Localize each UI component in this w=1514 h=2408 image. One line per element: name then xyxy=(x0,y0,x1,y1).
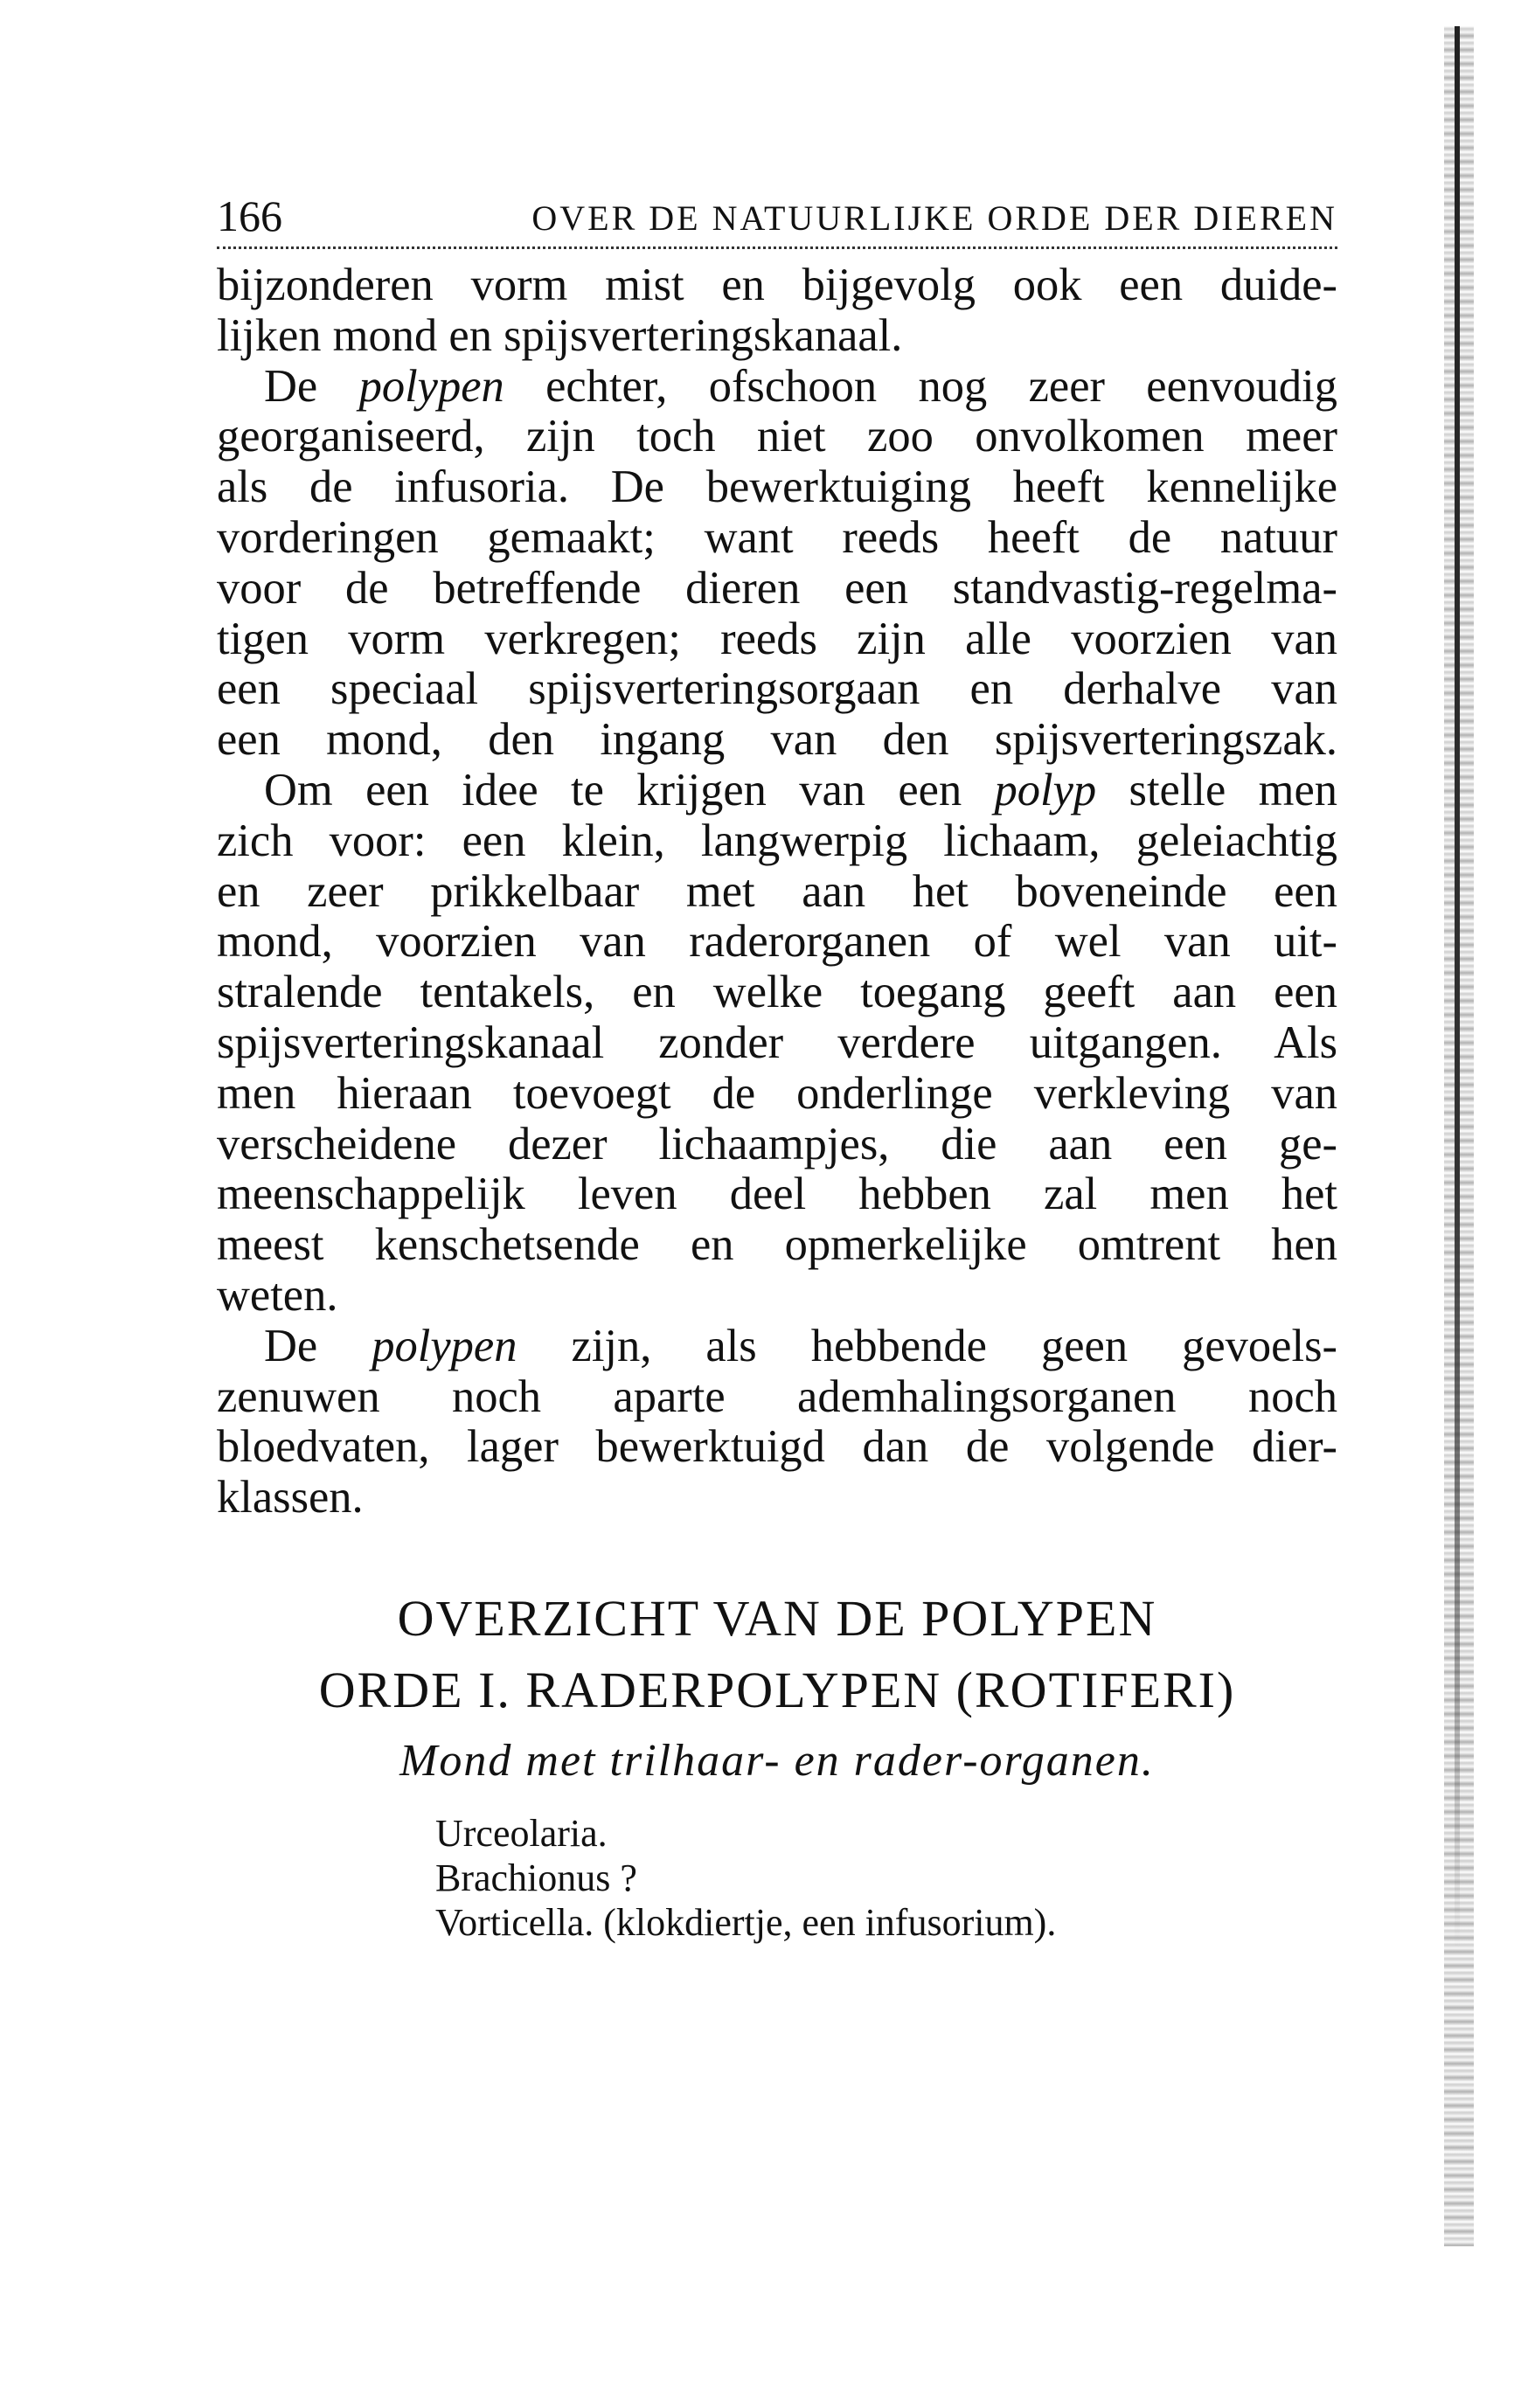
text-run: echter, ofschoon nog zeer eenvoudig xyxy=(504,360,1338,412)
text-line: men hieraan toevoegt de onderlinge verkleving van xyxy=(217,1067,1337,1119)
text-line: zich voor: een klein, langwerpig lichaam, geleiachtig xyxy=(217,815,1337,866)
running-head-rule xyxy=(217,246,1337,249)
text-line xyxy=(217,362,1337,413)
list-item: Brachionus ? xyxy=(435,1856,637,1899)
page-number: 166 xyxy=(217,191,282,240)
order-heading: ORDE I. RADERPOLYPEN (ROTIFERI) xyxy=(318,1662,1236,1718)
text-line xyxy=(217,1322,1337,1372)
text-line: bijzonderen vorm mist en bijgevolg ook een duide- xyxy=(217,260,1337,310)
text-run: De xyxy=(264,360,359,412)
text-line: georganiseerd, zijn toch niet zoo onvolkomen meer xyxy=(217,411,1337,462)
text-line: zenuwen noch aparte ademhalingsorganen noch xyxy=(217,1371,1337,1422)
text-run: stelle men xyxy=(1096,764,1338,815)
text-line: en zeer prikkelbaar met aan het boveneinde een xyxy=(217,865,1337,917)
text-line: vorderingen gemaakt; want reeds heeft de natuur xyxy=(217,511,1337,563)
italic-term: polypen xyxy=(358,360,504,412)
list-item: Urceolaria. xyxy=(435,1812,608,1855)
running-head xyxy=(217,191,1337,243)
running-head-title: OVER DE NATUURLIJKE ORDE DER DIEREN xyxy=(531,198,1337,238)
text-line: meenschappelijk leven deel hebben zal men het xyxy=(217,1169,1337,1220)
text-line: stralende tentakels, en welke toegang geeft aan een xyxy=(217,967,1337,1018)
italic-term: polypen xyxy=(372,1320,517,1371)
italic-term: polyp xyxy=(994,764,1097,815)
text-line: spijsverteringskanaal zonder verdere uitgangen. Als xyxy=(217,1017,1337,1068)
text-line: tigen vorm verkregen; reeds zijn alle voorzien van xyxy=(217,613,1337,664)
text-run: zijn, als hebbende geen gevoels- xyxy=(517,1320,1337,1371)
text-line: voor de betreffende dieren een standvastig-regelma- xyxy=(217,562,1337,614)
text-line: meest kenschetsende en opmerkelijke omtrent hen xyxy=(217,1219,1337,1271)
species-list xyxy=(435,1811,1056,1945)
order-subheading: Mond met trilhaar- en rader-organen. xyxy=(399,1736,1155,1786)
text-line: mond, voorzien van raderorganen of wel van uit- xyxy=(217,916,1337,968)
text-line: bloedvaten, lager bewerktuigd dan de volgende dier- xyxy=(217,1421,1337,1473)
text-line: weten. xyxy=(217,1269,338,1321)
text-line: klassen. xyxy=(217,1472,364,1523)
text-line: verscheidene dezer lichaampjes, die aan een ge- xyxy=(217,1118,1337,1169)
text-line: een mond, den ingang van den spijsverteringszak. xyxy=(217,714,1337,766)
text-line: als de infusoria. De bewerktuiging heeft kennelijke xyxy=(217,461,1337,513)
binding-edge xyxy=(1455,26,1460,1949)
text-line: lijken mond en spijsverteringskanaal. xyxy=(217,309,903,361)
body-text xyxy=(217,260,1337,1523)
text-line: een speciaal spijsverteringsorgaan en derhalve van xyxy=(217,663,1337,715)
section-heading: OVERZICHT VAN DE POLYPEN xyxy=(397,1590,1157,1647)
text-run: De xyxy=(264,1320,372,1371)
text-run: Om een idee te krijgen van een xyxy=(264,764,995,815)
list-item: Vorticella. (klokdiertje, een infusorium). xyxy=(435,1901,1057,1944)
text-line xyxy=(217,766,1337,816)
